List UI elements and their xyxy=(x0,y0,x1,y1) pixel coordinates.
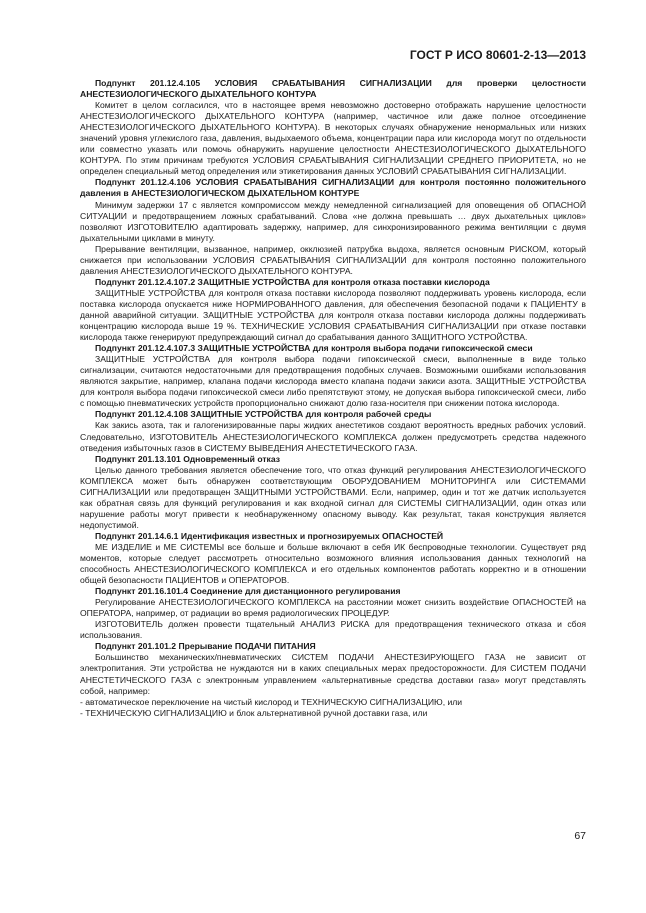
paragraph: ЗАЩИТНЫЕ УСТРОЙСТВА для контроля выбора подачи гипоксической смеси, выполненные в виде только сигнализации, считаются недостаточными для предотвращения подобных случаев. Возможными ошибками использования являются закрытие, например, клапана подачи кислорода вместо клапана подачи закиси азота. ЗАЩИТНЫЕ УСТРОЙСТВА для контроля выбора подачи гипоксической смеси либо препятствуют этому, не допуская выбора гипоксической смеси, либо с помощью пневматических устройств пропорционально снижают долю газа-носителя при снижении потока кислорода. xyxy=(80,354,586,409)
paragraph: Прерывание вентиляции, вызванное, например, окклюзией патрубка выдоха, является основным РИСКОМ, который снижается при использовании УСЛОВИЯ СРАБАТЫВАНИЯ СИГНАЛИЗАЦИИ для контроля постоянно положительного давления АНЕСТЕЗИОЛОГИЧЕСКОГО ДЫХАТЕЛЬНОГО КОНТУРА. xyxy=(80,243,586,276)
subclause-heading: Подпункт 201.13.101 Одновременный отказ xyxy=(95,453,281,464)
document-standard-number: ГОСТ Р ИСО 80601-2-13—2013 xyxy=(409,48,586,62)
subclause-heading: Подпункт 201.14.6.1 Идентификация известных и прогнозируемых ОПАСНОСТЕЙ xyxy=(95,530,444,541)
subclause-heading: Подпункт 201.101.2 Прерывание ПОДАЧИ ПИТАНИЯ xyxy=(95,641,316,652)
subclause-heading: Подпункт 201.12.4.106 УСЛОВИЯ СРАБАТЫВАНИЯ СИГНАЛИЗАЦИИ для контроля постоянно положительного давления в АНЕСТЕЗИОЛОГИЧЕСКОМ ДЫХАТЕЛЬНОМ КОНТУРЕ xyxy=(80,177,586,199)
subclause-heading: Подпункт 201.12.4.107.3 ЗАЩИТНЫЕ УСТРОЙСТВА для контроля выбора подачи гипоксической смеси xyxy=(95,343,533,354)
paragraph: Регулирование АНЕСТЕЗИОЛОГИЧЕСКОГО КОМПЛЕКСА на расстоянии может снизить воздействие ОПАСНОСТЕЙ на ОПЕРАТОРА, например, от радиации во время радиологических ПРОЦЕДУР. xyxy=(80,597,586,619)
page-number: 67 xyxy=(574,830,586,842)
paragraph: Минимум задержки 17 с является компромиссом между немедленной сигнализацией для оповещения об ОПАСНОЙ СИТУАЦИИ и предотвращением ложных срабатываний. Слова «не должна превышать … двух дыхательных циклов» позволяют ИЗГОТОВИТЕЛЮ адаптировать задержку, например, для синхронизированного режима вентиляции с двумя дыхательными циклами в минуту. xyxy=(80,199,586,243)
paragraph: Как закись азота, так и галогенизированные пары жидких анестетиков создают вероятность вредных рабочих условий. Следовательно, ИЗГОТОВИТЕЛЬ АНЕСТЕЗИОЛОГИЧЕСКОГО КОМПЛЕКСА должен предусмотреть средства надежного отведения избыточных газов в СИСТЕМУ ВЫВЕДЕНИЯ АНЕСТЕТИЧЕСКОГО ГАЗА. xyxy=(80,420,586,453)
paragraph: ИЗГОТОВИТЕЛЬ должен провести тщательный АНАЛИЗ РИСКА для предотвращения технического отказа и сбоя использования. xyxy=(80,619,586,641)
paragraph: МЕ ИЗДЕЛИЕ и МЕ СИСТЕМЫ все больше и больше включают в себя ИК беспроводные технологии. Существует ряд моментов, которые следует рассмотреть относительно возможного влияния использования данных технологий на способность АНЕСТЕЗИОЛОГИЧЕСКОГО КОМПЛЕКСА и его отдельных компонентов работать корректно и в отношении общей безопасности ПАЦИЕНТОВ и ОПЕРАТОРОВ. xyxy=(80,541,586,586)
subclause-heading: Подпункт 201.12.4.108 ЗАЩИТНЫЕ УСТРОЙСТВА для контроля рабочей среды xyxy=(95,409,432,420)
document-body xyxy=(80,78,586,719)
paragraph: ЗАЩИТНЫЕ УСТРОЙСТВА для контроля отказа поставки кислорода позволяют поддерживать уровень кислорода, если поставка кислорода опускается ниже НОРМИРОВАННОГО давления, для обеспечения безопасной подачи к ПАЦИЕНТУ в данной аварийной ситуации. ЗАЩИТНЫЕ УСТРОЙСТВА для контроля отказа поставки кислорода должны поддерживать концентрацию кислорода выше 19 %. ТЕХНИЧЕСКИЕ УСЛОВИЯ СРАБАТЫВАНИЯ СИГНАЛИЗАЦИИ при отказе поставки кислорода также генерируют предупреждающий сигнал до срабатывания данного ЗАЩИТНОГО УСТРОЙСТВА. xyxy=(80,287,586,343)
paragraph: Большинство механических/пневматических СИСТЕМ ПОДАЧИ АНЕСТЕЗИРУЮЩЕГО ГАЗА не зависит от электропитания. Эти устройства не нуждаются ни в каких специальных мерах предосторожности. Для СИСТЕМ ПОДАЧИ АНЕСТЕТИЧЕСКОГО ГАЗА с электронным управлением «альтернативные средства доставки газа» могут представлять собой, например: xyxy=(80,652,586,696)
list-item: - ТЕХНИЧЕСКУЮ СИГНАЛИЗАЦИЮ и блок альтернативной ручной доставки газа, или xyxy=(80,707,428,718)
list-item: - автоматическое переключение на чистый кислород и ТЕХНИЧЕСКУЮ СИГНАЛИЗАЦИЮ, или xyxy=(80,696,463,707)
subclause-heading: Подпункт 201.16.101.4 Соединение для дистанционного регулирования xyxy=(95,586,401,597)
subclause-heading: Подпункт 201.12.4.107.2 ЗАЩИТНЫЕ УСТРОЙСТВА для контроля отказа поставки кислорода xyxy=(95,276,490,287)
paragraph: Целью данного требования является обеспечение того, что отказ функций регулирования АНЕСТЕЗИОЛОГИЧЕСКОГО КОМПЛЕКСА может быть обнаружен соответствующим ОБОРУДОВАНИЕМ МОНИТОРИНГА или СИСТЕМАМИ СИГНАЛИЗАЦИИ или предотвращен ЗАЩИТНЫМИ УСТРОЙСТВАМИ. Если, например, один и тот же датчик используется как обратная связь для функций регулирования и как входной сигнал для СИСТЕМЫ СИГНАЛИЗАЦИИ, один отказ или нарушение работы могут привести к необнаруженному опасному выводу. Как результат, такая конструкция является недопустимой. xyxy=(80,464,586,530)
paragraph: Комитет в целом согласился, что в настоящее время невозможно достоверно отображать нарушение целостности АНЕСТЕЗИОЛОГИЧЕСКОГО ДЫХАТЕЛЬНОГО КОНТУРА (например, частичное или даже полное отсоединение АНЕСТЕЗИОЛОГИЧЕСКОГО ДЫХАТЕЛЬНОГО КОНТУРА). В некоторых случаях обнаружение ненормальных или низких значений уровня углекислого газа, давления, выдыхаемого объема, концентрации пара или кислорода могут по отдельности или совместно указать или помочь обнаружить нарушение целостности АНЕСТЕЗИОЛОГИЧЕСКОГО ДЫХАТЕЛЬНОГО КОНТУРА. По этим причинам требуются УСЛОВИЯ СРАБАТЫВАНИЯ СИГНАЛИЗАЦИИ СРЕДНЕГО ПРИОРИТЕТА, но не определен специальный метод определения или этикетирования данных УСЛОВИЙ СРАБАТЫВАНИЯ СИГНАЛИЗАЦИИ. xyxy=(80,100,586,177)
subclause-heading: Подпункт 201.12.4.105 УСЛОВИЯ СРАБАТЫВАНИЯ СИГНАЛИЗАЦИИ для проверки целостности АНЕСТЕЗИОЛОГИЧЕСКОГО ДЫХАТЕЛЬНОГО КОНТУРА xyxy=(80,78,586,100)
